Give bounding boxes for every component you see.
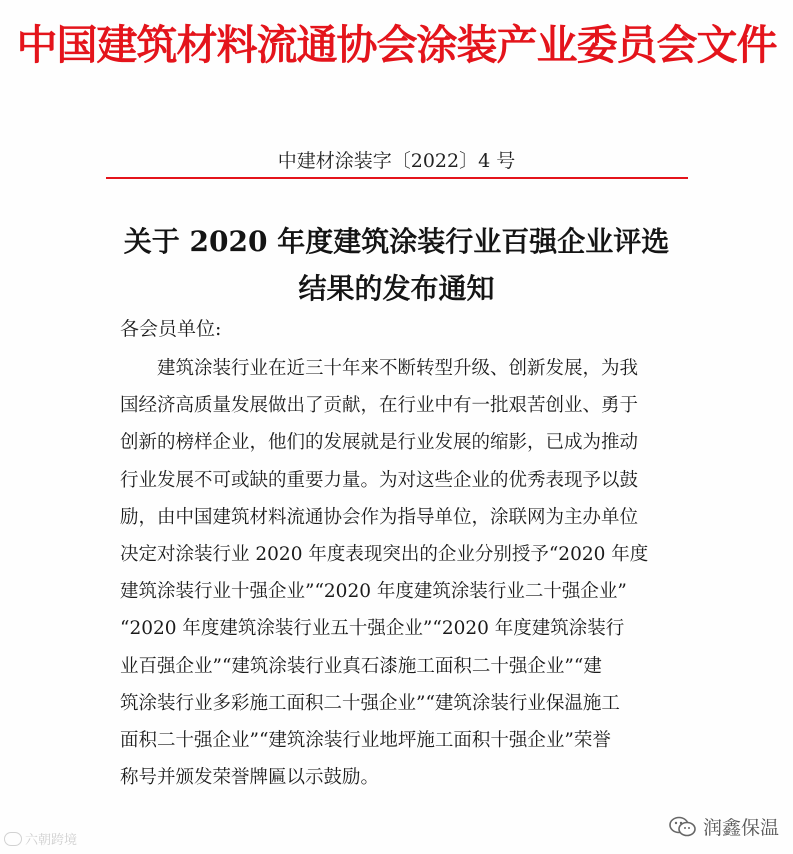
watermark-right-text: 润鑫保温 (702, 817, 779, 839)
body-line: 创新的榜样企业，他们的发展就是行业发展的缩影，已成为推动 (120, 432, 639, 454)
watermark-right (669, 813, 779, 840)
body-line: 筑涂装行业多彩施工面积二十强企业”“建筑涂装行业保温施工 (120, 692, 620, 714)
red-divider-line (106, 177, 688, 179)
body-line: 行业发展不可或缺的重要力量。为对这些企业的优秀表现予以鼓 (120, 469, 639, 491)
body-line: 国经济高质量发展做出了贡献，在行业中有一批艰苦创业、勇于 (120, 395, 639, 417)
notice-title-line-2: 结果的发布通知 (298, 272, 495, 305)
notice-body (120, 350, 690, 796)
notice-title-line-1: 关于 2020 年度建筑涂装行业百强企业评选 (123, 225, 670, 258)
body-line: 面积二十强企业”“建筑涂装行业地坪施工面积十强企业”荣誉 (120, 729, 611, 751)
body-line: 建筑涂装行业十强企业”“2020 年度建筑涂装行业二十强企业” (120, 581, 627, 603)
watermark-left (4, 829, 77, 848)
body-line: 称号并颁发荣誉牌匾以示鼓励。 (120, 767, 380, 789)
body-line: 业百强企业”“建筑涂装行业真石漆施工面积二十强企业”“建 (120, 655, 602, 677)
letterhead-title: 中国建筑材料流通协会涂装产业委员会文件 (16, 21, 777, 69)
body-line: 励，由中国建筑材料流通协会作为指导单位，涂联网为主办单位 (120, 506, 639, 528)
notice-title (0, 218, 793, 312)
body-line: “2020 年度建筑涂装行业五十强企业”“2020 年度建筑涂装行 (120, 618, 625, 640)
badge-icon (4, 832, 22, 846)
watermark-left-text: 六朝跨境 (25, 833, 78, 848)
body-line: 决定对涂装行业 2020 年度表现突出的企业分别授予“2020 年度 (120, 543, 649, 565)
document-number: 中建材涂装字〔2022〕4 号 (277, 150, 516, 172)
wechat-icon (669, 816, 697, 838)
salutation: 各会员单位: (120, 318, 222, 340)
body-line: 建筑涂装行业在近三十年来不断转型升级、创新发展，为我 (120, 358, 639, 379)
